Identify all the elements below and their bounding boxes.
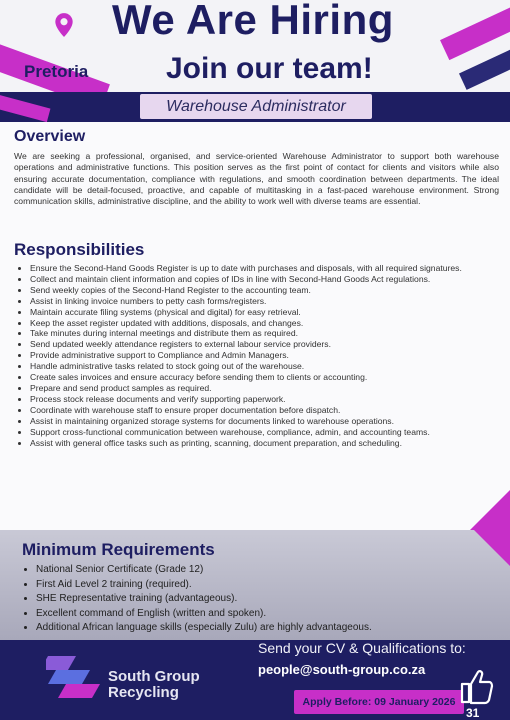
list-item: • Excellent command of English (written and spoken). — [36, 607, 372, 622]
like-count: 31 — [466, 706, 480, 720]
decorative-stripe — [459, 48, 510, 90]
decorative-corner — [470, 490, 510, 530]
brand-name-line2: Recycling — [108, 684, 179, 701]
location-label: Pretoria — [24, 62, 89, 81]
page-title: We Are Hiring — [112, 0, 394, 43]
list-item: • Provide administrative support to Compliance and Admin Managers. — [30, 350, 510, 361]
list-item: • Ensure the Second-Hand Goods Register is up to date with purchases and disposals, with all required signatures. — [30, 263, 510, 274]
page-subtitle: Join our team! — [166, 52, 373, 85]
list-item: • Take minutes during internal meetings and distribute them as required. — [30, 328, 510, 339]
main-content — [0, 122, 510, 530]
overview-heading: Overview — [14, 128, 86, 145]
responsibilities-list — [14, 263, 510, 448]
responsibilities-heading: Responsibilities — [14, 240, 145, 259]
list-item: • Keep the asset register updated with additions, disposals, and changes. — [30, 318, 510, 329]
send-cv-text: Send your CV & Qualifications to: — [258, 640, 466, 656]
requirements-list — [22, 563, 372, 636]
header — [0, 0, 510, 92]
list-item: • SHE Representative training (advantageous). — [36, 592, 372, 607]
list-item: • Coordinate with warehouse staff to ensure proper documentation before dispatch. — [30, 405, 510, 416]
list-item: • Support cross-functional communication between warehouse, compliance, admin, and accounting teams. — [30, 427, 510, 438]
list-item: • National Senior Certificate (Grade 12) — [36, 563, 372, 578]
list-item: • Additional African language skills (especially Zulu) are highly advantageous. — [36, 621, 372, 636]
list-item: • Prepare and send product samples as required. — [30, 383, 510, 394]
list-item: • Maintain accurate filing systems (physical and digital) for easy retrieval. — [30, 307, 510, 318]
company-logo — [46, 652, 102, 702]
list-item: • Collect and maintain client information and copies of IDs in line with Second-Hand Goods Act regulations. — [30, 274, 510, 285]
list-item: • Create sales invoices and ensure accuracy before sending them to clients or accounting. — [30, 372, 510, 383]
list-item: • Send weekly copies of the Second-Hand Register to the accounting team. — [30, 285, 510, 296]
list-item: • Assist in maintaining organized storage systems for documents linked to warehouse operations. — [30, 416, 510, 427]
list-item: • Process stock release documents and verify supporting paperwork. — [30, 394, 510, 405]
position-title: Warehouse Administrator — [140, 94, 372, 119]
apply-before-badge: Apply Before: 09 January 2026 — [294, 690, 464, 714]
location-pin-icon — [51, 12, 77, 38]
overview-text: We are seeking a professional, organised, and service-oriented Warehouse Administrator to support both warehouse operations and administrative functions. This position serves as the first point of contact for clients and visitors while also ensuring accurate documentation, compliance with regulations, and smooth coordination between departments. The ideal candidate will be detail-focused, proactive, and capable of multitasking in a fast-paced warehouse environment. Strong communication skills, administrative discipline, and the ability to work well with diverse teams are essential. — [14, 151, 499, 207]
list-item: • First Aid Level 2 training (required). — [36, 578, 372, 593]
list-item: • Send updated weekly attendance registers to external labour service providers. — [30, 339, 510, 350]
requirements-section — [0, 530, 510, 640]
decorative-corner — [474, 530, 510, 566]
decorative-stripe — [440, 0, 510, 60]
list-item: • Assist with general office tasks such as printing, scanning, document preparation, and scheduling. — [30, 438, 510, 449]
list-item: • Assist in linking invoice numbers to petty cash forms/registers. — [30, 296, 510, 307]
brand-name: South Group — [108, 668, 200, 685]
requirements-heading: Minimum Requirements — [22, 540, 215, 559]
contact-email[interactable]: people@south-group.co.za — [258, 662, 426, 677]
list-item: • Handle administrative tasks related to stock going out of the warehouse. — [30, 361, 510, 372]
thumbs-up-icon[interactable] — [458, 668, 494, 706]
